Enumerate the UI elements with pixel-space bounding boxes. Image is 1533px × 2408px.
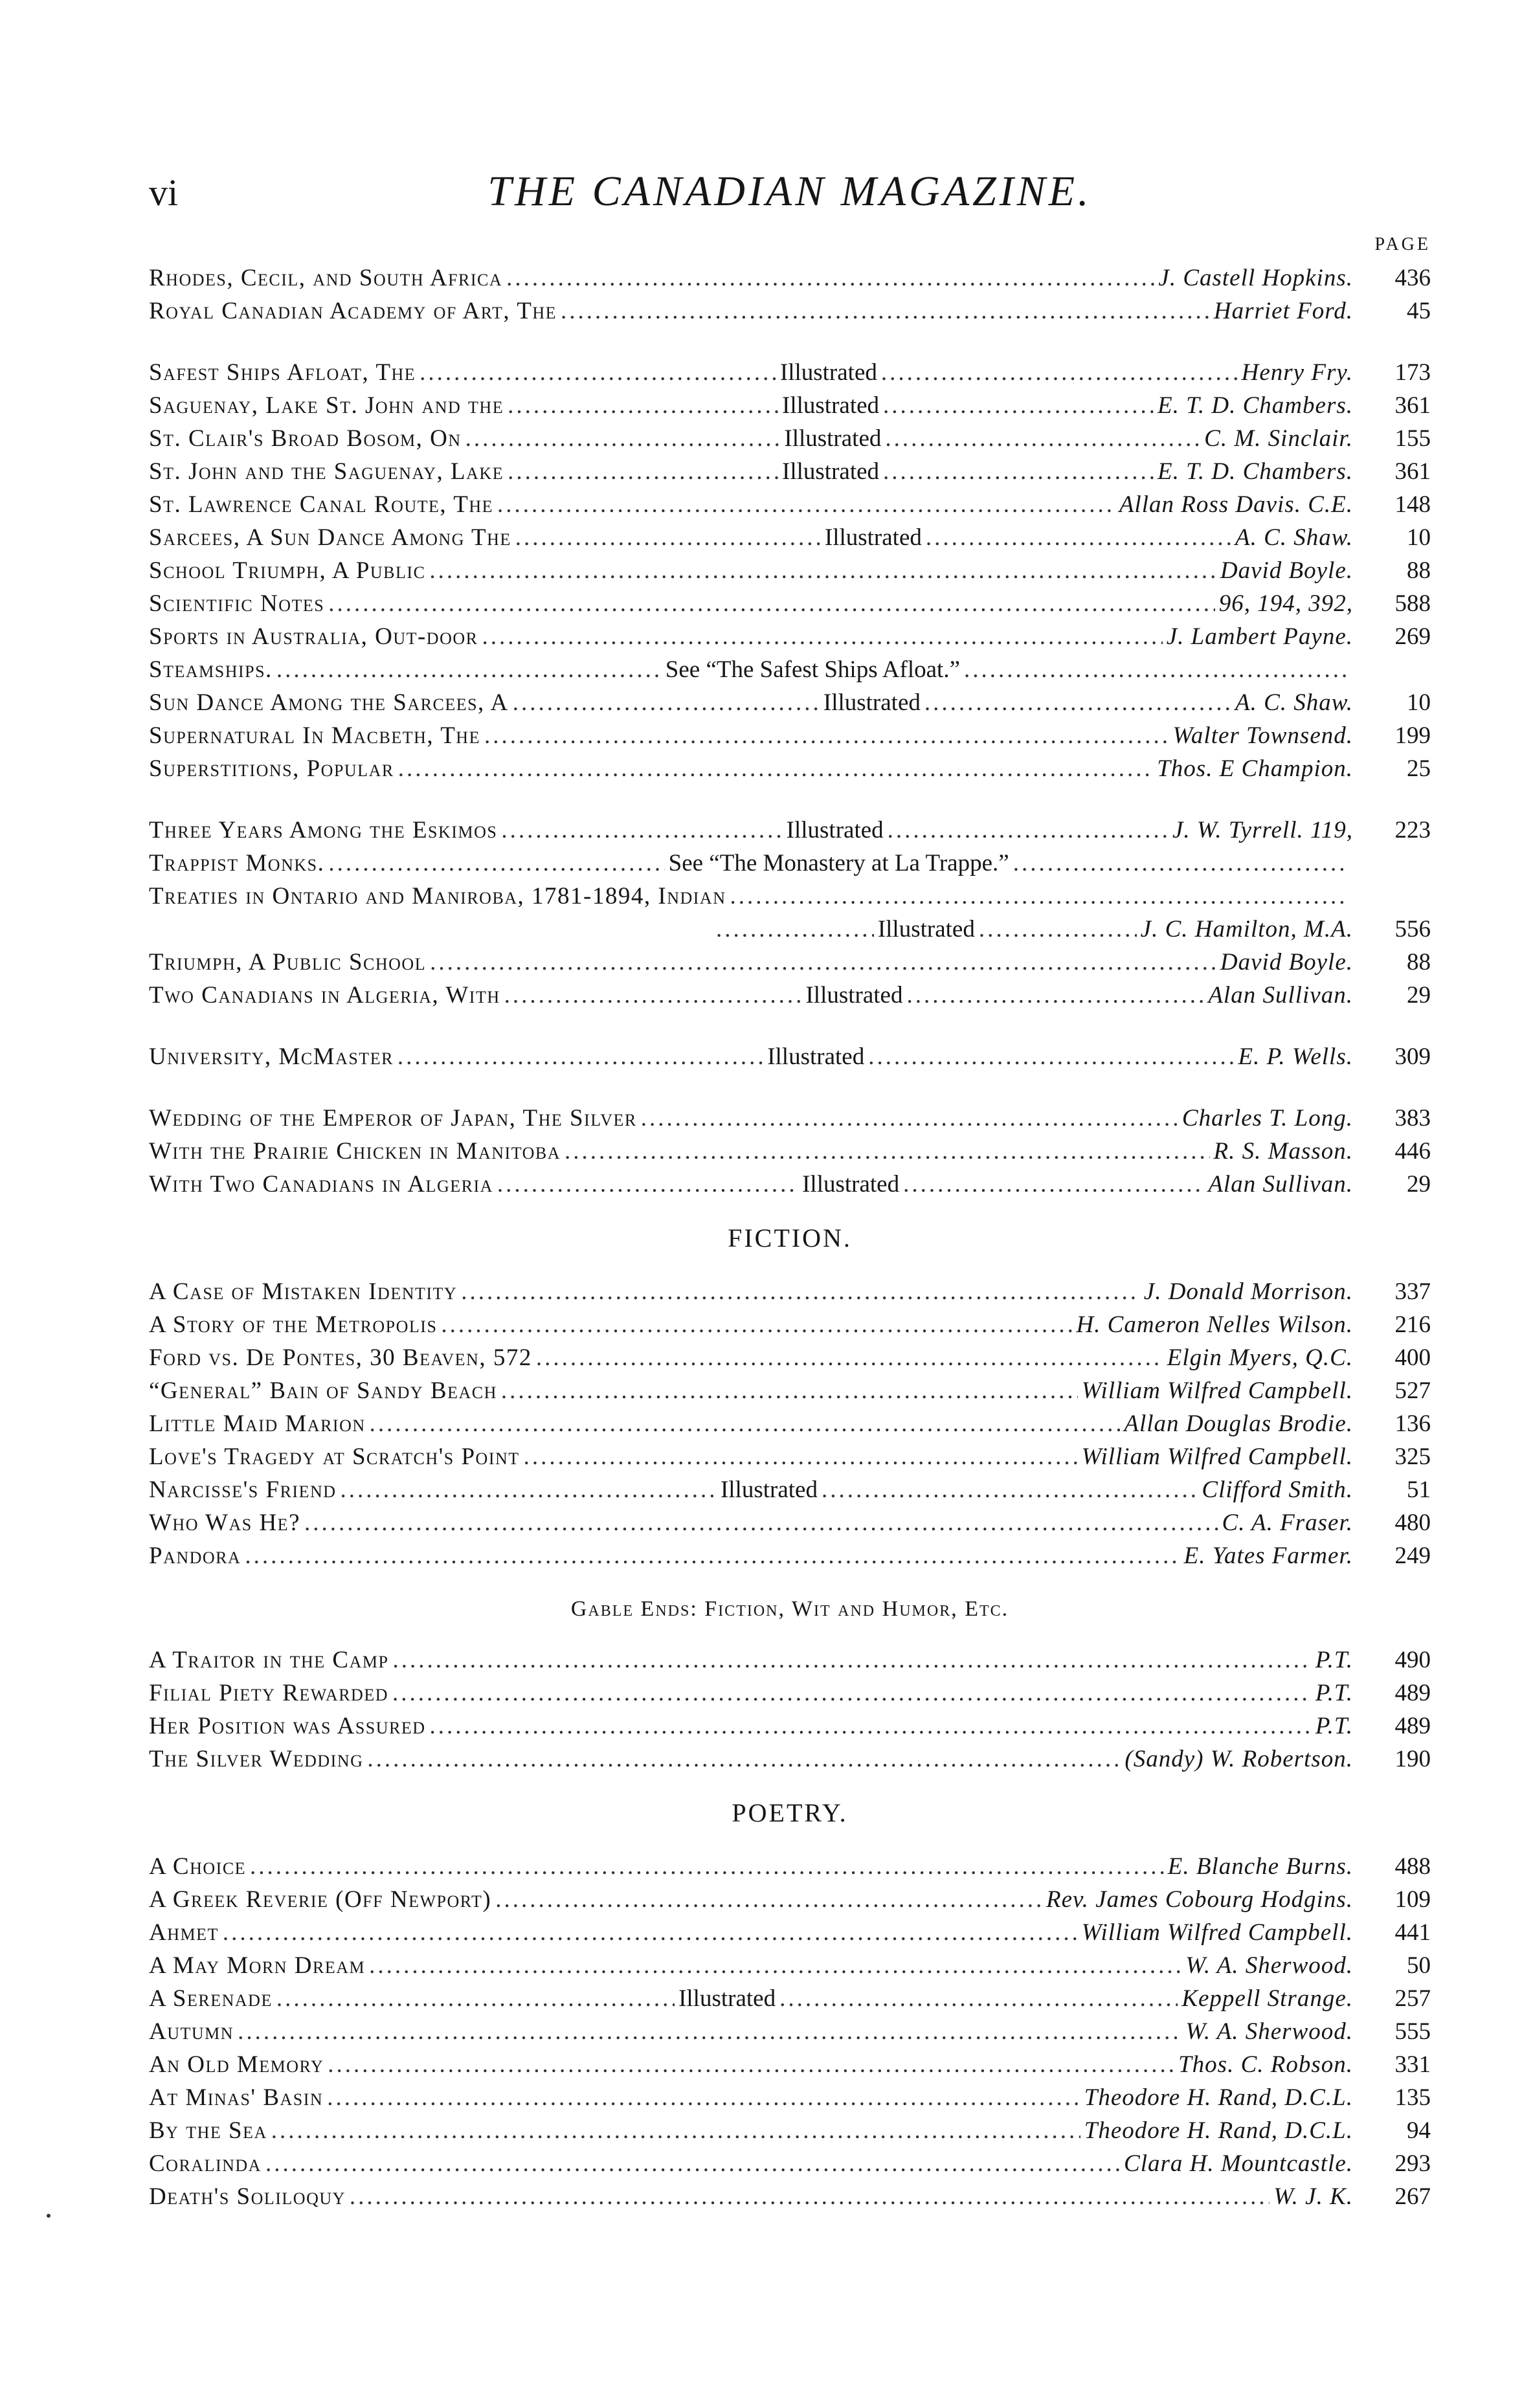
toc-entry (149, 458, 1431, 491)
entry-page: 257 (1394, 1985, 1431, 2012)
fiction-heading: FICTION. (728, 1223, 852, 1253)
entry-note: Illustrated (877, 916, 975, 942)
gable-ends-list (149, 1646, 1431, 1778)
toc-entry (149, 557, 1431, 590)
entry-page: 309 (1394, 1043, 1431, 1070)
toc-entry (149, 1509, 1431, 1542)
toc-entry (149, 1853, 1431, 1886)
entry-title: Saguenay, Lake St. John and the (149, 392, 504, 419)
leader-dots (327, 2084, 1080, 2112)
entry-title: Ford vs. De Pontes, 30 Beaven, 572 (149, 1344, 532, 1371)
entry-author: J. Castell Hopkins. (1158, 265, 1353, 291)
leader-dots (504, 981, 802, 1009)
leader-dots (565, 1137, 1210, 1165)
toc-entry (149, 1104, 1431, 1137)
leader-dots (398, 755, 1154, 783)
entry-author: Alan Sullivan. (1208, 982, 1353, 1009)
toc-entry (149, 1952, 1431, 1985)
entry-author: W. A. Sherwood. (1185, 1952, 1353, 1979)
entry-page: 88 (1407, 949, 1431, 975)
leader-dots (561, 297, 1210, 325)
entry-note: See “The Safest Ships Afloat.” (665, 656, 960, 683)
entry-page: 436 (1394, 265, 1431, 291)
entry-title: Sports in Australia, Out-door (149, 623, 478, 650)
entry-author: J. Donald Morrison. (1143, 1278, 1353, 1305)
entry-author: H. Cameron Nelles Wilson. (1076, 1311, 1353, 1338)
leader-dots (903, 1170, 1204, 1198)
leader-dots (730, 882, 1349, 910)
leader-dots (906, 981, 1204, 1009)
entry-author: A. C. Shaw. (1235, 524, 1353, 551)
leader-dots (888, 816, 1169, 844)
toc-entry (149, 425, 1431, 458)
entry-title: Ahmet (149, 1919, 219, 1946)
toc-entry (149, 2150, 1431, 2183)
entry-title: Coralinda (149, 2150, 262, 2177)
entry-page: 249 (1394, 1543, 1431, 1569)
leader-dots (265, 2150, 1120, 2178)
leader-dots (883, 458, 1154, 485)
leader-dots (979, 915, 1137, 943)
toc-entry (149, 1443, 1431, 1476)
entry-author: E. P. Wells. (1238, 1043, 1353, 1070)
entry-title: A Case of Mistaken Identity (149, 1278, 458, 1305)
entry-author: A. C. Shaw. (1235, 689, 1353, 716)
entry-page: 109 (1394, 1886, 1431, 1913)
page-column-label: PAGE (1374, 234, 1431, 254)
entry-author: Henry Fry. (1241, 359, 1353, 386)
entry-title: Two Canadians in Algeria, With (149, 982, 500, 1009)
leader-dots (341, 1476, 717, 1504)
toc-entry (149, 689, 1431, 722)
entry-author: R. S. Masson. (1213, 1138, 1353, 1165)
entry-title: Supernatural In Macbeth, The (149, 722, 480, 749)
entry-page: 556 (1394, 916, 1431, 942)
toc-entry (149, 981, 1431, 1014)
toc-entry (149, 491, 1431, 524)
entry-title: By the Sea (149, 2117, 267, 2144)
entry-page: 361 (1394, 458, 1431, 485)
leader-dots (822, 1476, 1198, 1504)
entry-note: Illustrated (678, 1985, 776, 2012)
entry-page: 480 (1394, 1510, 1431, 1536)
entry-page: 173 (1394, 359, 1431, 386)
entry-title: Wedding of the Emperor of Japan, The Silver (149, 1105, 637, 1132)
entry-title: A May Morn Dream (149, 1952, 366, 1979)
toc-entry (149, 2117, 1431, 2150)
entry-author: David Boyle. (1220, 949, 1353, 975)
entry-author: E. Yates Farmer. (1183, 1543, 1353, 1569)
entry-page: 361 (1394, 392, 1431, 419)
toc-entry (149, 1170, 1431, 1203)
entry-title: St. Clair's Broad Bosom, On (149, 425, 462, 452)
entry-author: Allan Douglas Brodie. (1124, 1410, 1353, 1437)
leader-dots (328, 2051, 1174, 2079)
leader-dots (883, 392, 1154, 419)
entry-page: 588 (1394, 590, 1431, 617)
toc-entry (149, 1344, 1431, 1377)
entry-page: 199 (1394, 722, 1431, 749)
leader-dots (497, 1170, 798, 1198)
entry-title: At Minas' Basin (149, 2084, 324, 2111)
entry-title: Scientific Notes (149, 590, 325, 617)
toc-entry (149, 1377, 1431, 1410)
entry-title: Royal Canadian Academy of Art, The (149, 298, 557, 324)
entry-page: 190 (1394, 1746, 1431, 1772)
entry-note: Illustrated (805, 982, 903, 1009)
toc-entry (149, 882, 1431, 915)
toc-entry (149, 1410, 1431, 1443)
leader-dots (868, 1043, 1234, 1071)
leader-dots (641, 1104, 1178, 1132)
toc-entry (149, 816, 1431, 849)
entry-title: “General” Bain of Sandy Beach (149, 1377, 497, 1404)
entry-page: 136 (1394, 1410, 1431, 1437)
entry-title: A Choice (149, 1853, 247, 1880)
leader-dots (367, 1745, 1121, 1773)
leader-dots (271, 2117, 1080, 2145)
entry-author: P.T. (1315, 1680, 1353, 1706)
entry-title: Little Maid Marion (149, 1410, 366, 1437)
entry-author: P.T. (1315, 1647, 1353, 1673)
entry-author: William Wilfred Campbell. (1081, 1919, 1353, 1946)
entry-title: Pandora (149, 1543, 241, 1569)
leader-dots (461, 1278, 1140, 1306)
entry-note: See “The Monastery at La Trappe.” (668, 850, 1009, 876)
toc-entry (149, 1542, 1431, 1575)
leader-dots (1013, 849, 1349, 877)
page-header (149, 162, 1431, 227)
entry-page: 267 (1394, 2183, 1431, 2210)
leader-dots (328, 590, 1215, 618)
leader-dots (484, 722, 1169, 750)
leader-dots (304, 1509, 1218, 1537)
leader-dots (508, 392, 778, 419)
entry-title: Superstitions, Popular (149, 755, 394, 782)
entry-title: Rhodes, Cecil, and South Africa (149, 265, 503, 291)
toc-entry (149, 2084, 1431, 2117)
entry-page: 489 (1394, 1680, 1431, 1706)
entry-page: 94 (1407, 2117, 1431, 2144)
entry-title: School Triumph, A Public (149, 557, 426, 584)
leader-dots (223, 1919, 1078, 1946)
leader-dots (350, 2183, 1270, 2211)
entry-page: 441 (1394, 1919, 1431, 1946)
leader-dots (779, 1985, 1178, 2012)
entry-title: A Story of the Metropolis (149, 1311, 438, 1338)
entry-title: With the Prairie Chicken in Manitoba (149, 1138, 561, 1165)
entry-title: St. Lawrence Canal Route, The (149, 491, 493, 518)
toc-entry (149, 1919, 1431, 1952)
entry-title: Death's Soliloquy (149, 2183, 346, 2210)
toc-entry (149, 1985, 1431, 2018)
poetry-heading: POETRY. (732, 1798, 848, 1827)
entry-note: Illustrated (802, 1171, 900, 1198)
entry-page: 25 (1407, 755, 1431, 782)
entry-note: Illustrated (784, 425, 882, 452)
toc-entry (149, 948, 1431, 981)
toc-entry (149, 2183, 1431, 2216)
entry-note: Illustrated (779, 359, 877, 386)
entry-title: Autumn (149, 2018, 234, 2045)
toc-entry (149, 1476, 1431, 1509)
entry-page: 45 (1407, 298, 1431, 324)
leader-dots (441, 1311, 1072, 1339)
entry-title: Trappist Monks. (149, 850, 325, 876)
entry-author: Theodore H. Rand, D.C.L. (1084, 2117, 1353, 2144)
leader-dots (524, 1443, 1078, 1471)
entry-author: Theodore H. Rand, D.C.L. (1084, 2084, 1353, 2111)
entry-author: Harriet Ford. (1213, 298, 1353, 324)
entry-author: Rev. James Cobourg Hodgins. (1046, 1886, 1353, 1913)
entry-note: Illustrated (786, 817, 884, 843)
entry-page: 148 (1394, 491, 1431, 518)
entry-note: Illustrated (720, 1477, 818, 1503)
running-title: THE CANADIAN MAGAZINE. (487, 168, 1092, 215)
leader-dots (515, 524, 821, 552)
entry-title: University, McMaster (149, 1043, 394, 1070)
entry-title: A Serenade (149, 1985, 273, 2012)
entry-author: J. Lambert Payne. (1166, 623, 1353, 650)
entry-title: The Silver Wedding (149, 1746, 364, 1772)
toc-entry (149, 590, 1431, 623)
entry-title: Steamships. (149, 656, 273, 683)
leader-dots (328, 849, 664, 877)
entry-author: Charles T. Long. (1181, 1105, 1353, 1132)
entry-page: 155 (1394, 425, 1431, 452)
toc-entry (149, 1278, 1431, 1311)
toc-entry (149, 264, 1431, 297)
entry-author: W. J. K. (1273, 2183, 1353, 2210)
entry-page: 216 (1394, 1311, 1431, 1338)
leader-dots (926, 524, 1231, 552)
toc-entry (149, 722, 1431, 755)
leader-dots (964, 656, 1349, 684)
entry-title: Triumph, A Public School (149, 949, 427, 975)
entry-page: 555 (1394, 2018, 1431, 2045)
entry-title: A Greek Reverie (Off Newport) (149, 1886, 492, 1913)
entry-title: Narcisse's Friend (149, 1477, 337, 1503)
toc-entry (149, 392, 1431, 425)
entry-author: Alan Sullivan. (1208, 1171, 1353, 1198)
toc-page (149, 162, 1431, 2216)
entry-note: Illustrated (824, 524, 922, 551)
leader-dots (482, 623, 1162, 651)
entry-page: 269 (1394, 623, 1431, 650)
entry-page: 223 (1394, 817, 1431, 843)
group-gap (149, 330, 1431, 359)
toc-entry (149, 1679, 1431, 1712)
entry-note: Illustrated (782, 458, 880, 485)
entry-author: J. C. Hamilton, M.A. (1140, 916, 1353, 942)
entry-title: Who Was He? (149, 1510, 300, 1536)
leader-dots (429, 557, 1216, 585)
leader-dots (397, 1043, 763, 1071)
entry-author: William Wilfred Campbell. (1081, 1377, 1353, 1404)
entry-page: 29 (1406, 1171, 1431, 1198)
leader-dots (238, 2018, 1181, 2046)
toc-entry (149, 1712, 1431, 1745)
entry-title: An Old Memory (149, 2051, 324, 2078)
poetry-list (149, 1853, 1431, 2216)
toc-entry (149, 2051, 1431, 2084)
entry-author: Keppell Strange. (1181, 1985, 1353, 2012)
leader-dots (536, 1344, 1163, 1372)
toc-entry (149, 1311, 1431, 1344)
entry-author: Elgin Myers, Q.C. (1167, 1344, 1353, 1371)
toc-entry (149, 297, 1431, 330)
leader-dots (924, 689, 1231, 717)
page-folio: vi (149, 172, 179, 214)
entry-author: C. M. Sinclair. (1204, 425, 1353, 452)
toc-entry (149, 915, 1431, 948)
leader-dots (250, 1853, 1164, 1880)
entry-author: Allan Ross Davis. C.E. (1119, 491, 1353, 518)
entry-title: Her Position was Assured (149, 1713, 426, 1739)
toc-entry (149, 2018, 1431, 2051)
entry-page: 527 (1394, 1377, 1431, 1404)
entry-title: Sun Dance Among the Sarcees, A (149, 689, 509, 716)
entry-title: Filial Piety Rewarded (149, 1680, 388, 1706)
entry-page: 489 (1394, 1713, 1431, 1739)
leader-dots (513, 689, 820, 717)
entry-author: W. A. Sherwood. (1185, 2018, 1353, 2045)
entry-author: Clara H. Mountcastle. (1124, 2150, 1353, 2177)
entry-title: A Traitor in the Camp (149, 1647, 389, 1673)
entry-page: 446 (1394, 1138, 1431, 1165)
entry-page: 10 (1406, 524, 1431, 551)
leader-dots (392, 1679, 1312, 1707)
toc-entry (149, 623, 1431, 656)
entry-author: David Boyle. (1220, 557, 1353, 584)
entry-author: Thos. C. Robson. (1178, 2051, 1353, 2078)
leader-dots (508, 458, 778, 485)
entry-title: Sarcees, A Sun Dance Among The (149, 524, 511, 551)
leader-dots (497, 491, 1115, 518)
leader-dots (369, 1952, 1181, 1979)
entry-title: Safest Ships Afloat, The (149, 359, 416, 386)
entry-page: 29 (1406, 982, 1431, 1009)
leader-dots (501, 1377, 1078, 1405)
toc-entry (149, 1043, 1431, 1076)
leader-dots (420, 359, 776, 386)
entry-page: 293 (1394, 2150, 1431, 2177)
entry-page: 488 (1394, 1853, 1431, 1880)
entry-title: Love's Tragedy at Scratch's Point (149, 1444, 520, 1470)
entry-author: Thos. E Champion. (1157, 755, 1353, 782)
entry-page: 10 (1407, 689, 1431, 716)
entry-author: Walter Townsend. (1172, 722, 1353, 749)
leader-dots (392, 1646, 1311, 1674)
entry-title: Treaties in Ontario and Maniroba, 1781-1894, Indian (149, 883, 726, 909)
fiction-list (149, 1278, 1431, 1575)
entry-author: William Wilfred Campbell. (1081, 1444, 1353, 1470)
entry-author: Clifford Smith. (1202, 1477, 1353, 1503)
entry-author: (Sandy) W. Robertson. (1125, 1746, 1353, 1772)
leader-dots (276, 1985, 675, 2012)
leader-dots (245, 1542, 1180, 1570)
entry-page: 50 (1407, 1952, 1431, 1979)
entry-author: 96, 194, 392, (1218, 590, 1353, 617)
toc-entry (149, 1646, 1431, 1679)
entry-page: 331 (1394, 2051, 1431, 2078)
entry-page: 88 (1407, 557, 1431, 584)
entry-author: E. T. D. Chambers. (1157, 458, 1353, 485)
group-gap (149, 1014, 1431, 1043)
entry-page: 135 (1394, 2084, 1431, 2111)
entry-title: Three Years Among the Eskimos (149, 817, 498, 843)
entry-author: C. A. Fraser. (1222, 1510, 1353, 1536)
index-list (149, 264, 1431, 1203)
entry-page: 490 (1394, 1647, 1431, 1673)
entry-page: 325 (1394, 1444, 1431, 1470)
leader-dots (276, 656, 662, 684)
toc-entry (149, 1137, 1431, 1170)
gable-ends-heading: Gable Ends: Fiction, Wit and Humor, Etc. (570, 1597, 1009, 1621)
toc-entry (149, 524, 1431, 557)
toc-entry (149, 656, 1431, 689)
entry-author: E. T. D. Chambers. (1157, 392, 1353, 419)
group-gap (149, 788, 1431, 816)
toc-entry (149, 359, 1431, 392)
entry-note: Illustrated (823, 689, 921, 716)
leader-dots (881, 359, 1238, 386)
entry-page: 337 (1394, 1278, 1431, 1305)
leader-dots (430, 1712, 1312, 1740)
entry-note: Illustrated (782, 392, 880, 419)
toc-entry (149, 1745, 1431, 1778)
entry-author: P.T. (1315, 1713, 1353, 1739)
leader-dots (885, 425, 1200, 452)
toc-entry (149, 849, 1431, 882)
toc-entry (149, 1886, 1431, 1919)
entry-title: St. John and the Saguenay, Lake (149, 458, 504, 485)
leader-dots (430, 948, 1216, 976)
entry-page: 400 (1394, 1344, 1431, 1371)
entry-note: Illustrated (767, 1043, 865, 1070)
entry-author: J. W. Tyrrell. 119, (1172, 817, 1353, 843)
entry-author: E. Blanche Burns. (1167, 1853, 1353, 1880)
leader-dots (495, 1886, 1042, 1913)
leader-dots (501, 816, 782, 844)
entry-title: With Two Canadians in Algeria (149, 1171, 493, 1198)
leader-dots (716, 915, 874, 943)
margin-speck (47, 2214, 50, 2218)
entry-page: 383 (1394, 1105, 1431, 1132)
group-gap (149, 1076, 1431, 1104)
toc-entry (149, 755, 1431, 788)
leader-dots (465, 425, 781, 452)
leader-dots (506, 264, 1154, 292)
entry-page: 51 (1407, 1477, 1431, 1503)
leader-dots (370, 1410, 1121, 1438)
